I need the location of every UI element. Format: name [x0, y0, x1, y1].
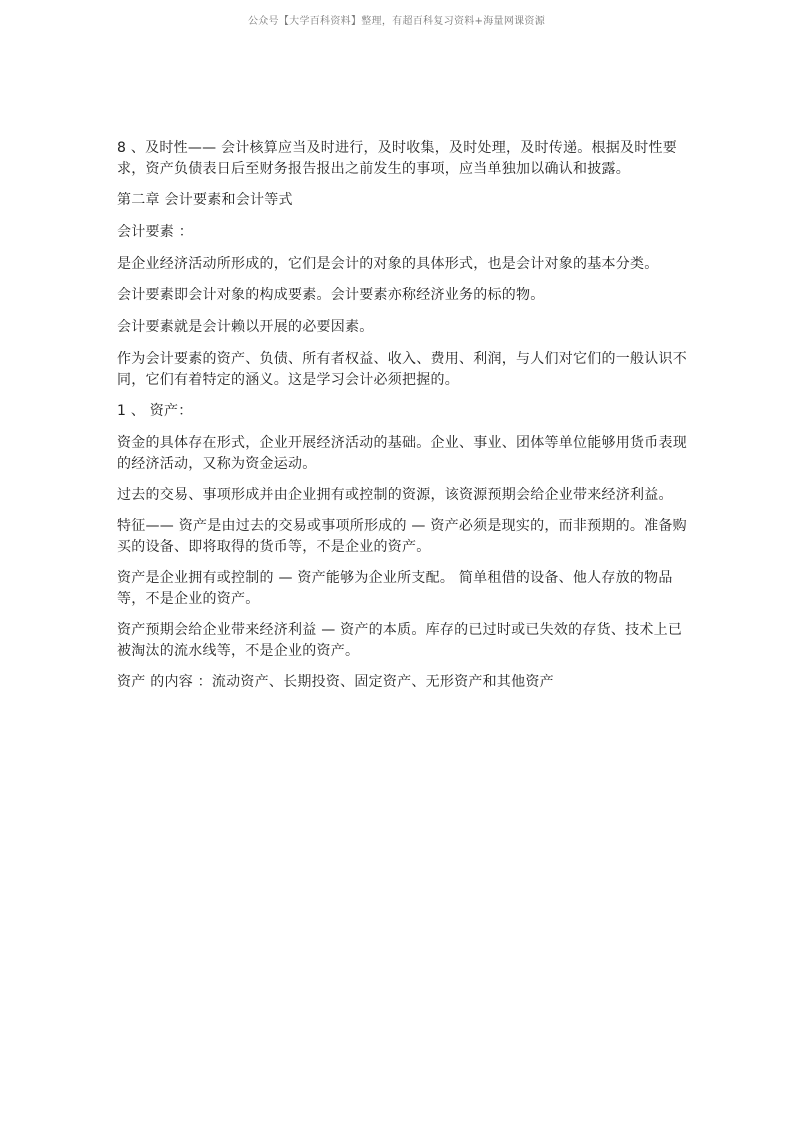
paragraph-assets-feature-benefit: 资产预期会给企业带来经济利益 — 资产的本质。库存的已过时或已失效的存货、技术上已被淘汰的流水线等，不是企业的资产。 [117, 622, 683, 659]
paragraph-elements-heading: 会计要素 ： [117, 224, 193, 240]
chapter-heading: 第二章 会计要素和会计等式 [117, 192, 293, 208]
paragraph-elements-factors: 会计要素就是会计赖以开展的必要因素。 [117, 319, 374, 335]
paragraph-assets-feature-past: 特征—— 资产是由过去的交易或事项所形成的 — 资产必须是现实的，而非预期的。准备购买的设备、即将取得的货币等，不是企业的资产。 [117, 518, 687, 555]
paragraph-elements-meaning: 作为会计要素的资产、负债、所有者权益、收入、费用、利润，与人们对它们的一般认识不同，它们有着特定的涵义。这是学习会计必须把握的。 [117, 351, 687, 388]
paragraph-elements-definition: 是企业经济活动所形成的，它们是会计的对象的具体形式，也是会计对象的基本分类。 [117, 256, 659, 272]
paragraph-assets-contents: 资产 的内容 ：流动资产、长期投资、固定资产、无形资产和其他资产 [117, 674, 554, 690]
page-header: 公众号【大学百科资料】整理，有超百科复习资料+海量网课资源 [247, 16, 546, 27]
section-heading-assets: 1 、 资产： [117, 403, 193, 419]
paragraph-elements-components: 会计要素即会计对象的构成要素。会计要素亦称经济业务的标的物。 [117, 287, 545, 303]
paragraph-timeliness: 8 、及时性—— 会计核算应当及时进行，及时收集，及时处理，及时传递。根据及时性要求，资产负债表日后至财务报告报出之前发生的事项，应当单独加以确认和披露。 [117, 140, 678, 177]
paragraph-assets-feature-control: 资产是企业拥有或控制的 — 资产能够为企业所支配。 简单租借的设备、他人存放的物品等，不是企业的资产。 [117, 570, 673, 607]
paragraph-assets-form: 资金的具体存在形式，企业开展经济活动的基础。企业、事业、团体等单位能够用货币表现的经济活动，又称为资金运动。 [117, 435, 687, 472]
document-body [117, 138, 689, 704]
paragraph-assets-definition: 过去的交易、事项形成并由企业拥有或控制的资源，该资源预期会给企业带来经济利益。 [117, 487, 673, 503]
